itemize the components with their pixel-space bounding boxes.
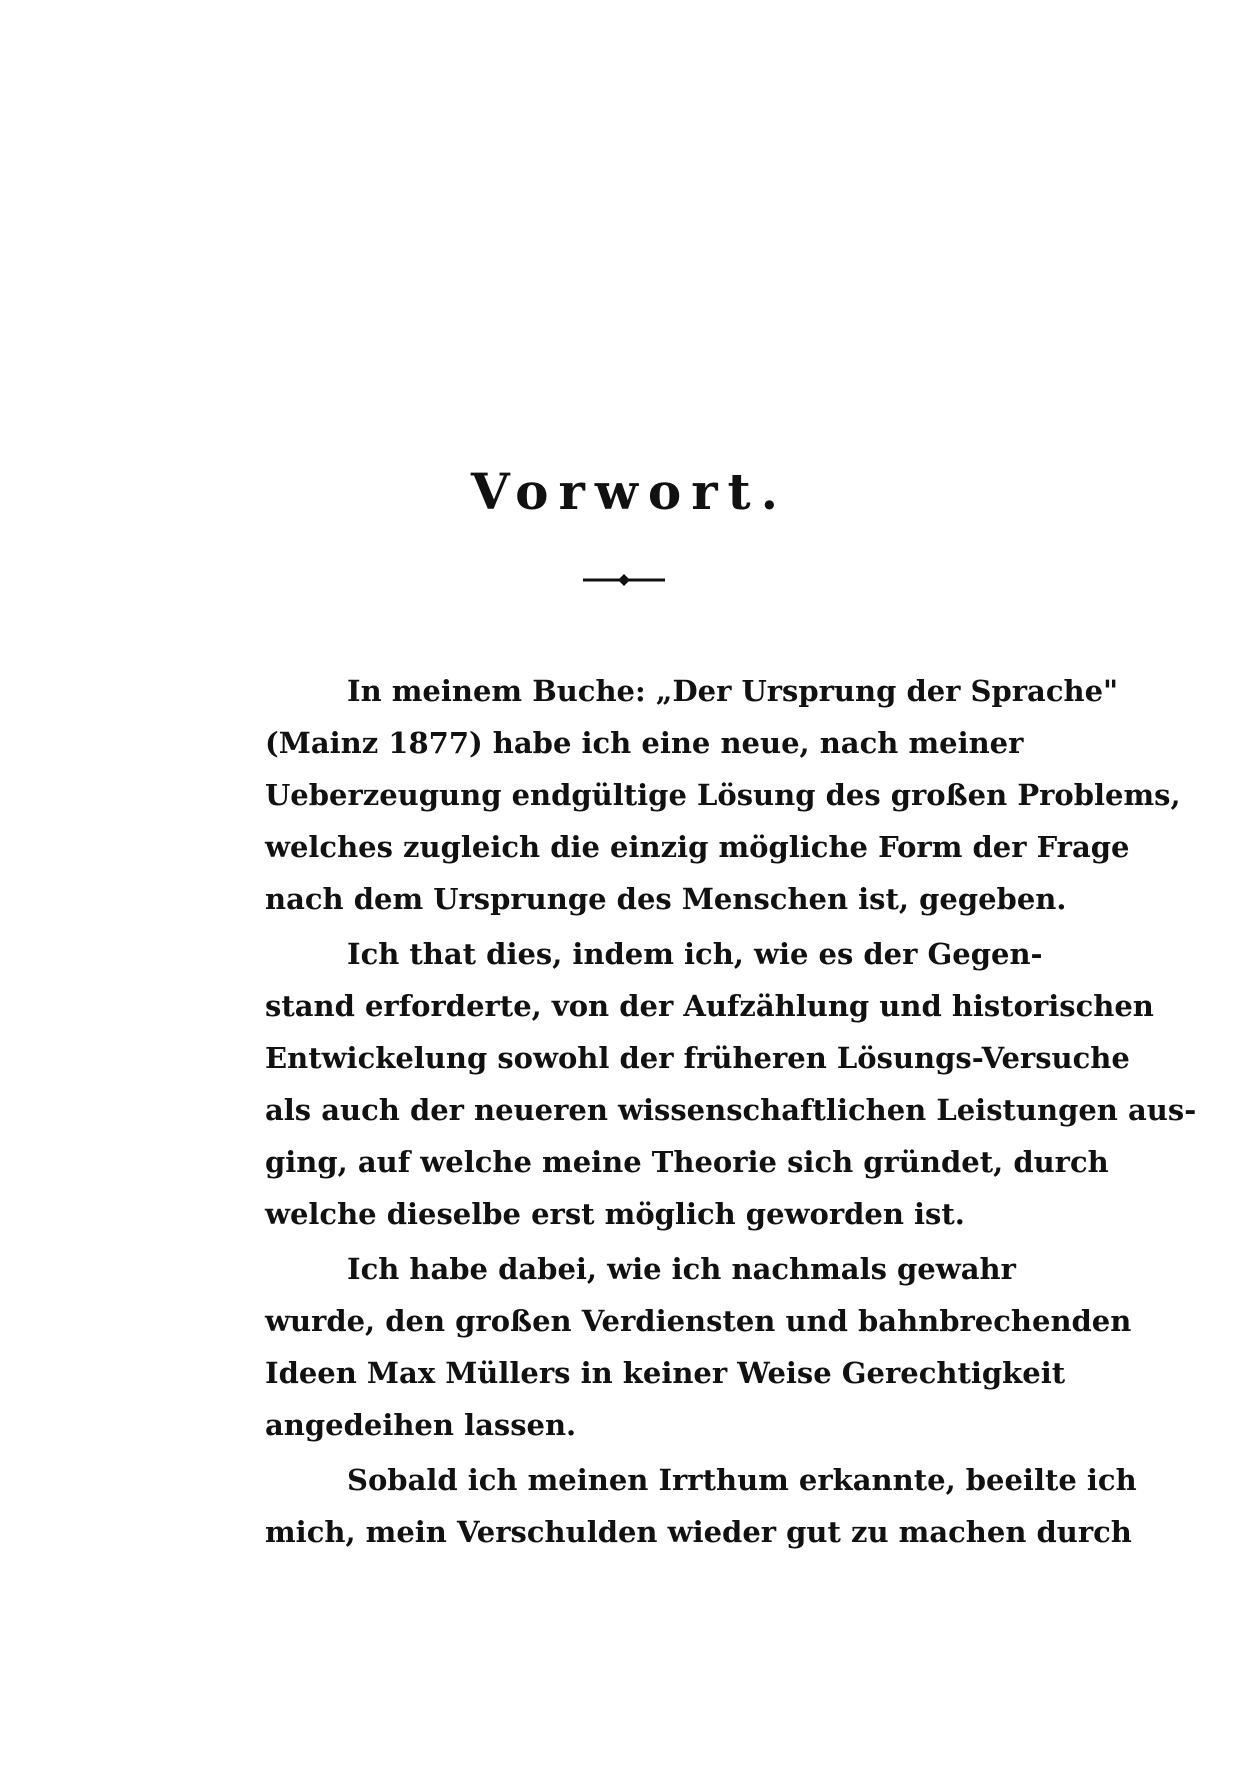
text-line: angedeihen lassen. [265, 1408, 577, 1442]
text-line: stand erforderte, von der Aufzählung und historischen [265, 989, 1154, 1023]
text-line: Ueberzeugung endgültige Lösung des großen Problems, [265, 778, 1181, 812]
text-line: Ich that dies, indem ich, wie es der Gegen- [347, 937, 1043, 971]
text-line: welche dieselbe erst möglich geworden ist. [265, 1197, 965, 1231]
text-line: mich, mein Verschulden wieder gut zu machen durch [265, 1515, 1132, 1549]
text-line: Ideen Max Müllers in keiner Weise Gerechtigkeit [265, 1356, 1066, 1390]
text-line: (Mainz 1877) habe ich eine neue, nach meiner [265, 726, 1024, 760]
paragraph-1 [265, 665, 1181, 925]
text-line: Sobald ich meinen Irrthum erkannte, beeilte ich [347, 1463, 1137, 1497]
text-line: ging, auf welche meine Theorie sich gründet, durch [265, 1145, 1109, 1179]
body-text [265, 665, 1197, 1558]
text-line: Entwickelung sowohl der früheren Lösungs-Versuche [265, 1041, 1130, 1075]
page-heading: Vorwort. [470, 462, 789, 521]
text-line: wurde, den großen Verdiensten und bahnbrechenden [265, 1304, 1132, 1338]
paragraph-3 [265, 1243, 1132, 1451]
text-line: Ich habe dabei, wie ich nachmals gewahr [347, 1252, 1016, 1286]
paragraph-2 [265, 928, 1197, 1240]
divider-ornament [583, 573, 665, 587]
text-line: nach dem Ursprunge des Menschen ist, gegeben. [265, 882, 1067, 916]
text-line: In meinem Buche: „Der Ursprung der Sprache" [347, 674, 1119, 708]
paragraph-4 [265, 1454, 1137, 1558]
text-line: als auch der neueren wissenschaftlichen Leistungen aus- [265, 1093, 1197, 1127]
text-line: welches zugleich die einzig mögliche Form der Frage [265, 830, 1130, 864]
